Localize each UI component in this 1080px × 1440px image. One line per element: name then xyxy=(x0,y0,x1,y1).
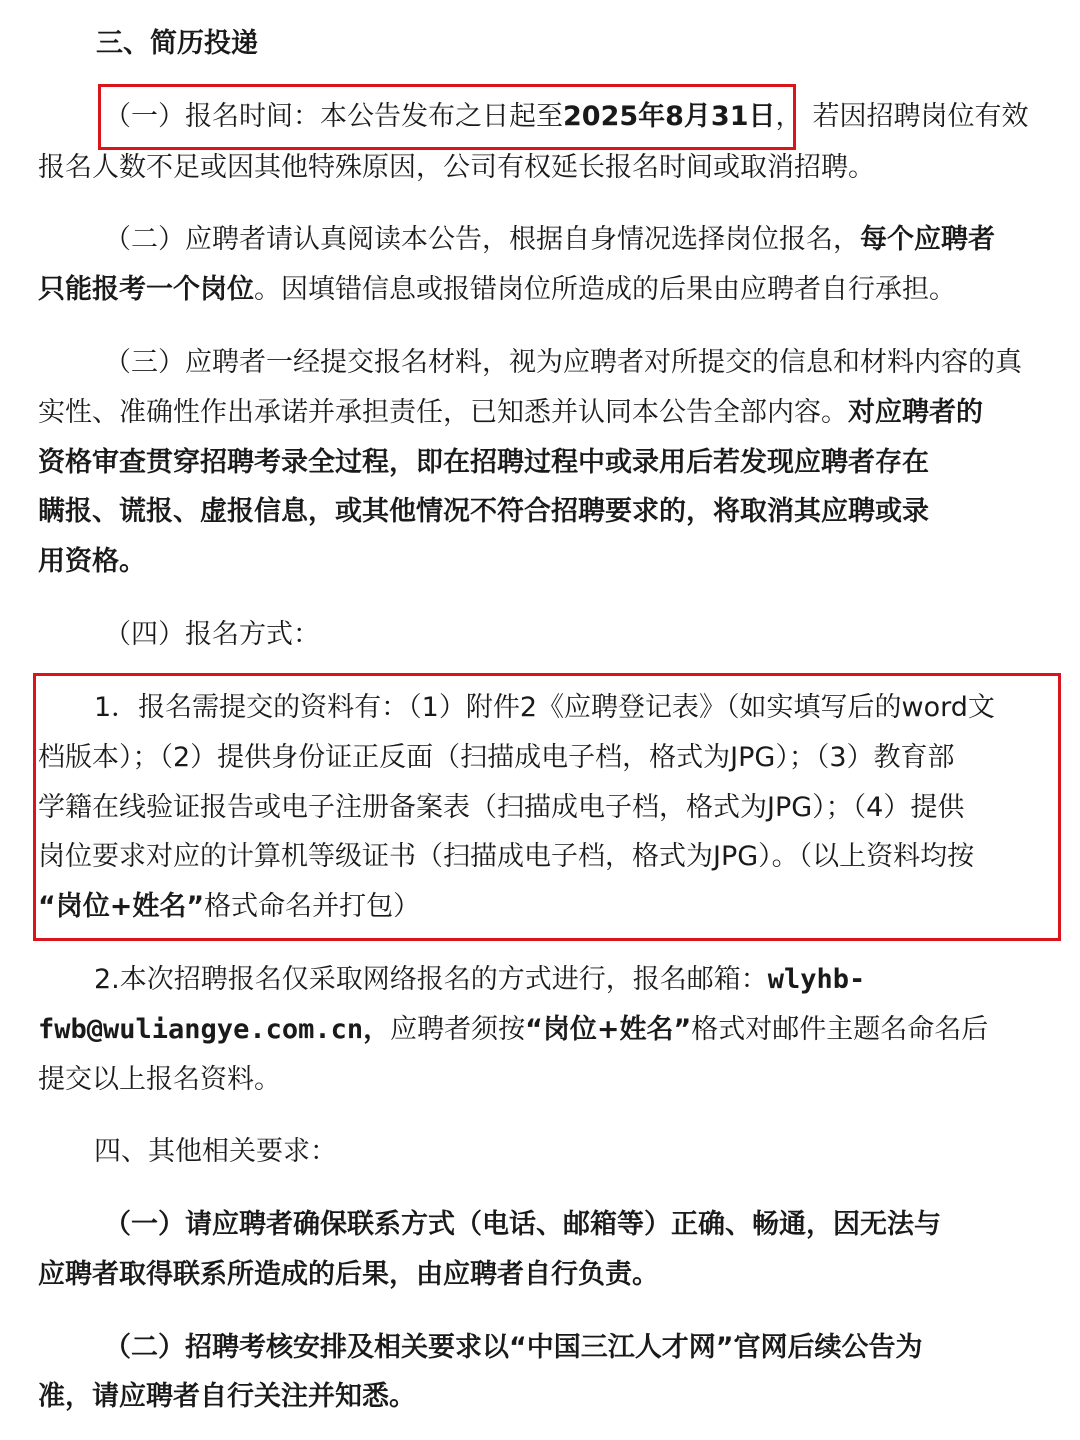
announcement-notice-line-2: 准，请应聘者自行关注并知悉。 xyxy=(38,1381,416,1412)
item-3-bold-2: 对应聘者的 xyxy=(848,397,983,428)
materials-line-2: 档版本）；（2）提供身份证正反面（扫描成电子档，格式为JPG）；（3）教育部 xyxy=(38,742,955,773)
section-3-heading: 三、简历投递 xyxy=(96,28,258,59)
materials-line-1: 1．报名需提交的资料有：（1）附件2《应聘登记表》（如实填写后的word文 xyxy=(94,692,995,723)
email-subject-format: “岗位+姓名” xyxy=(525,1014,692,1045)
email-subject-instruction-a: 应聘者须按 xyxy=(390,1014,526,1045)
email-line-2 xyxy=(38,1012,1080,1048)
item-2-bold-2: 只能报考一个岗位 xyxy=(38,274,254,305)
item-2-line-2 xyxy=(38,272,1080,308)
materials-line-5 xyxy=(38,889,1080,925)
contact-requirement-line-2: 应聘者取得联系所造成的后果，由应聘者自行负责。 xyxy=(38,1259,659,1290)
email-intro: 2.本次招聘报名仅采取网络报名的方式进行，报名邮箱： xyxy=(94,964,768,995)
item-3-line-4: 瞒报、谎报、虚报信息，或其他情况不符合招聘要求的，将取消其应聘或录 xyxy=(38,496,929,527)
materials-line-4: 岗位要求对应的计算机等级证书（扫描成电子档，格式为JPG）。（以上资料均按 xyxy=(38,841,975,872)
registration-time-comma: ， xyxy=(775,101,803,132)
materials-naming-text: 格式命名并打包） xyxy=(204,891,421,922)
item-2-line-1 xyxy=(104,222,1080,258)
email-address-part-2[interactable]: fwb@wuliangye.com.cn， xyxy=(38,1014,391,1045)
section-4-heading: 四、其他相关要求： xyxy=(94,1136,337,1167)
item-3-text-2: 实性、准确性作出承诺并承担责任，已知悉并认同本公告全部内容。 xyxy=(38,397,848,428)
item-3-line-3: 资格审查贯穿招聘考录全过程，即在招聘过程中或录用后若发现应聘者存在 xyxy=(38,447,929,478)
registration-time-rest: 若因招聘岗位有效 xyxy=(812,101,1029,132)
item-2-text: （二）应聘者请认真阅读本公告，根据自身情况选择岗位报名， xyxy=(104,224,860,255)
registration-method-heading: （四）报名方式： xyxy=(104,619,320,650)
item-3-line-2 xyxy=(38,395,1080,431)
registration-time-line xyxy=(104,99,1080,135)
email-line-3: 提交以上报名资料。 xyxy=(38,1064,281,1095)
materials-naming-format: “岗位+姓名” xyxy=(38,891,205,922)
item-3-line-5: 用资格。 xyxy=(38,546,146,577)
item-2-text-2: 。因填错信息或报错岗位所造成的后果由应聘者自行承担。 xyxy=(254,274,956,305)
email-line-1 xyxy=(94,962,1080,998)
email-subject-instruction-c: 格式对邮件主题名命名后 xyxy=(691,1014,989,1045)
item-3-line-1: （三）应聘者一经提交报名材料，视为应聘者对所提交的信息和材料内容的真 xyxy=(104,347,1022,378)
materials-line-3: 学籍在线验证报告或电子注册备案表（扫描成电子档，格式为JPG）；（4）提供 xyxy=(38,792,965,823)
announcement-notice-line-1: （二）招聘考核安排及相关要求以“中国三江人才网”官网后续公告为 xyxy=(104,1332,923,1363)
email-address-part-1[interactable]: wlyhb- xyxy=(767,964,866,995)
registration-time-line-2: 报名人数不足或因其他特殊原因，公司有权延长报名时间或取消招聘。 xyxy=(38,152,875,183)
contact-requirement-line-1: （一）请应聘者确保联系方式（电话、邮箱等）正确、畅通，因无法与 xyxy=(104,1209,941,1240)
registration-deadline-date: 2025年8月31日 xyxy=(563,101,776,132)
registration-time-prefix: （一）报名时间：本公告发布之日起至 xyxy=(104,101,563,132)
item-2-bold: 每个应聘者 xyxy=(860,224,995,255)
